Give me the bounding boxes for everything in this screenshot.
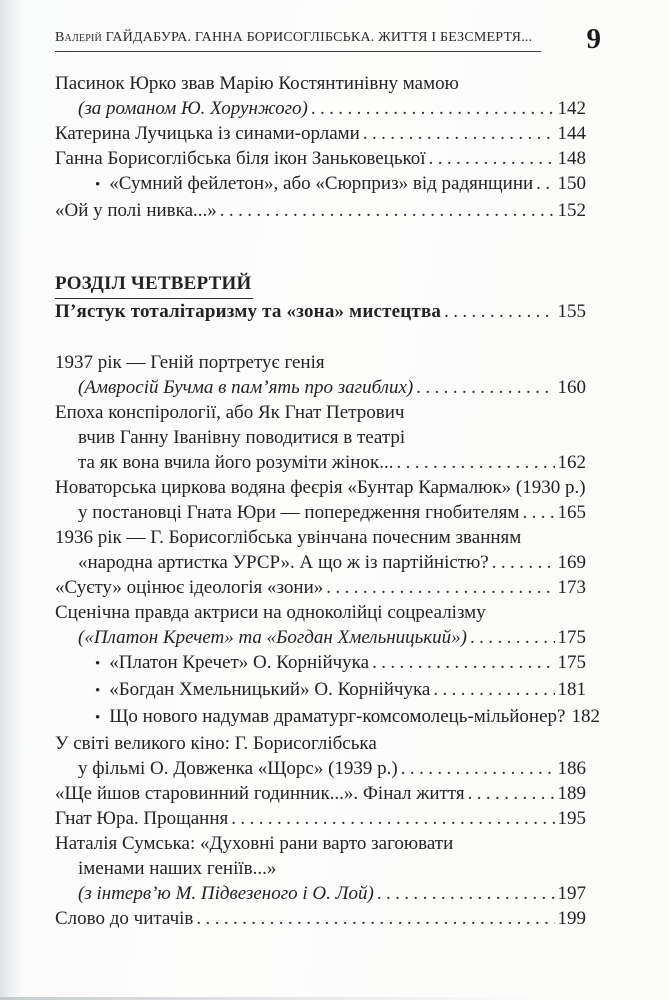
toc-entry-title: іменами наших геніїв...» [78,857,277,879]
bullet-icon: • [95,655,101,672]
toc-entry-title: Слово до читачів [55,907,194,929]
page-ref: 199 [557,907,586,929]
toc-entry [55,525,586,575]
toc-entry-title: (Амвросій Бучма в пам’ять про загиблих) [78,376,414,398]
toc-line [55,650,586,677]
folio-page-number: 9 [586,23,601,55]
leader-dots [492,550,555,575]
toc-line [55,575,586,600]
toc-line [55,525,586,550]
leader-dots [220,198,555,223]
toc-line [55,400,586,425]
toc-entry [55,704,600,731]
toc-line [55,806,586,831]
toc-entry [55,171,586,198]
leader-dots [377,881,555,906]
page-ref: 144 [557,122,586,144]
bullet-icon: • [95,176,101,193]
toc-entry-title: (з інтерв’ю М. Підвезеного і О. Лой) [78,882,374,904]
page-ref: 152 [557,199,586,221]
toc-line [55,271,586,299]
toc-line [55,856,586,881]
leader-dots [433,677,554,702]
toc-line [55,171,586,198]
toc-entry [55,350,586,400]
toc-entry-title: «Платон Кречет» О. Корнійчука [109,651,370,673]
page-ref: 165 [557,501,586,523]
page-ref: 175 [557,626,586,648]
leader-dots [401,756,555,781]
page-ref: 169 [557,551,586,573]
page-ref: 195 [557,807,586,829]
leader-dots [372,650,554,675]
toc-entry-title: у постановці Гната Юри — попередження гнобителям [78,501,520,523]
toc-line [55,198,586,223]
leader-dots [429,146,555,171]
toc-entry [55,806,586,831]
leader-dots [311,96,555,121]
toc-entry-title: Катерина Лучицька із синами-орлами [55,122,360,144]
toc-entry [55,299,586,324]
leader-dots [536,171,554,196]
bullet-icon: • [95,709,101,726]
toc-section-heading [55,271,586,299]
toc-entry-title: «Ой у полі нивка...» [55,199,217,221]
toc-entry [55,146,586,171]
toc-line [55,677,586,704]
toc-entry [55,677,586,704]
toc-line [55,121,586,146]
toc-line [55,450,586,475]
page-ref: 186 [557,757,586,779]
toc-entry [55,121,586,146]
toc-entry-title: та як вона вчила його розуміти жінок... [78,451,394,473]
toc-line [55,625,586,650]
toc-line [55,756,586,781]
toc-list [55,71,600,931]
toc-entry [55,731,586,781]
toc-entry [55,600,586,650]
toc-line [55,906,586,931]
toc-entry-title: (за романом Ю. Хорунжого) [78,97,308,119]
toc-line [55,71,586,96]
leader-dots [416,375,554,400]
page-ref: 150 [557,172,586,194]
toc-line [55,425,586,450]
toc-entry-title: Ганна Борисоглібська біля ікон Заньковецької [55,147,426,169]
toc-entry [55,198,586,223]
leader-dots [444,299,554,324]
toc-line [55,146,586,171]
page-ref: 175 [557,651,586,673]
leader-dots [468,781,555,806]
toc-line [55,375,586,400]
page-ref: 148 [557,147,586,169]
toc-entry-title: «народна артистка УРСР». А що ж із партійністю? [78,551,489,573]
leader-dots [231,806,554,831]
page-header [55,23,601,55]
toc-entry-title: У світі великого кіно: Г. Борисоглібська [55,732,377,754]
bullet-icon: • [95,682,101,699]
toc-entry-title: («Платон Кречет» та «Богдан Хмельницький») [78,626,467,648]
toc-line [55,831,586,856]
page-ref: 142 [557,97,586,119]
toc-entry [55,575,586,600]
page-ref: 155 [557,300,586,322]
toc-entry [55,781,586,806]
toc-entry-title: Епоха конспірології, або Як Гнат Петрович [55,401,405,423]
page-ref: 173 [557,576,586,598]
toc-entry-title: «Сумний фейлетон», або «Сюрприз» від радянщини [109,172,534,194]
toc-line [55,299,586,324]
toc-line [55,96,586,121]
toc-entry-title: Гнат Юра. Прощання [55,807,229,829]
toc-entry [55,71,586,121]
toc-line [55,550,586,575]
page-ref: 197 [557,882,586,904]
toc-entry-title: «Ще йшов старовинний годинник...». Фінал життя [55,782,465,804]
toc-entry [55,650,586,677]
page-ref: 162 [557,451,586,473]
leader-dots [326,575,554,600]
toc-entry-title: Новаторська циркова водяна феєрія «Бунтар Кармалюк» (1930 р.) [55,476,586,498]
toc-entry-title: П’ястук тоталітаризму та «зона» мистецтва [55,300,442,322]
toc-line [55,731,586,756]
toc-entry-title: «Суєту» оцінює ідеологія «зони» [55,576,324,598]
toc-line [55,600,586,625]
toc-entry [55,831,586,906]
toc-line [55,500,586,525]
toc-entry-title: 1936 рік — Г. Борисоглібська увінчана почесним званням [55,526,522,548]
toc-entry-title: «Богдан Хмельницький» О. Корнійчука [109,678,431,700]
toc-entry [55,475,586,525]
page-ref: 160 [557,376,586,398]
toc-entry-title: Сценічна правда актриси на одноколійці соцреалізму [55,601,486,623]
page-ref: 189 [557,782,586,804]
toc-line [55,350,586,375]
toc-entry-title: Наталія Сумська: «Духовні рани варто загоювати [55,832,454,854]
toc-entry-title: у фільмі О. Довженка «Щорс» (1939 р.) [78,757,398,779]
toc-entry [55,906,586,931]
toc-entry-title: РОЗДІЛ ЧЕТВЕРТИЙ [55,271,253,299]
leader-dots [363,121,555,146]
toc-entry-title: Пасинок Юрко звав Марію Костянтинівну мамою [55,72,459,94]
toc-entry-title: вчив Ганну Іванівну поводитися в театрі [78,426,406,448]
toc-entry [55,400,586,475]
running-title: Валерій ГАЙДАБУРА. ГАННА БОРИСОГЛІБСЬКА. ЖИТТЯ І БЕЗСМЕРТЯ... [55,30,541,52]
leader-dots [396,450,554,475]
leader-dots [522,500,554,525]
toc-line [55,781,586,806]
toc-line [55,475,586,500]
page-ref: 182 [571,705,600,727]
toc-entry-title: 1937 рік — Геній портретує генія [55,351,325,373]
leader-dots [196,906,554,931]
page-content [55,23,601,931]
toc-entry-title: Що нового надумав драматург-комсомолець-мільйонер? [109,705,566,727]
leader-dots [470,625,555,650]
toc-line [55,704,600,731]
toc-line [55,881,586,906]
page-ref: 181 [557,678,586,700]
